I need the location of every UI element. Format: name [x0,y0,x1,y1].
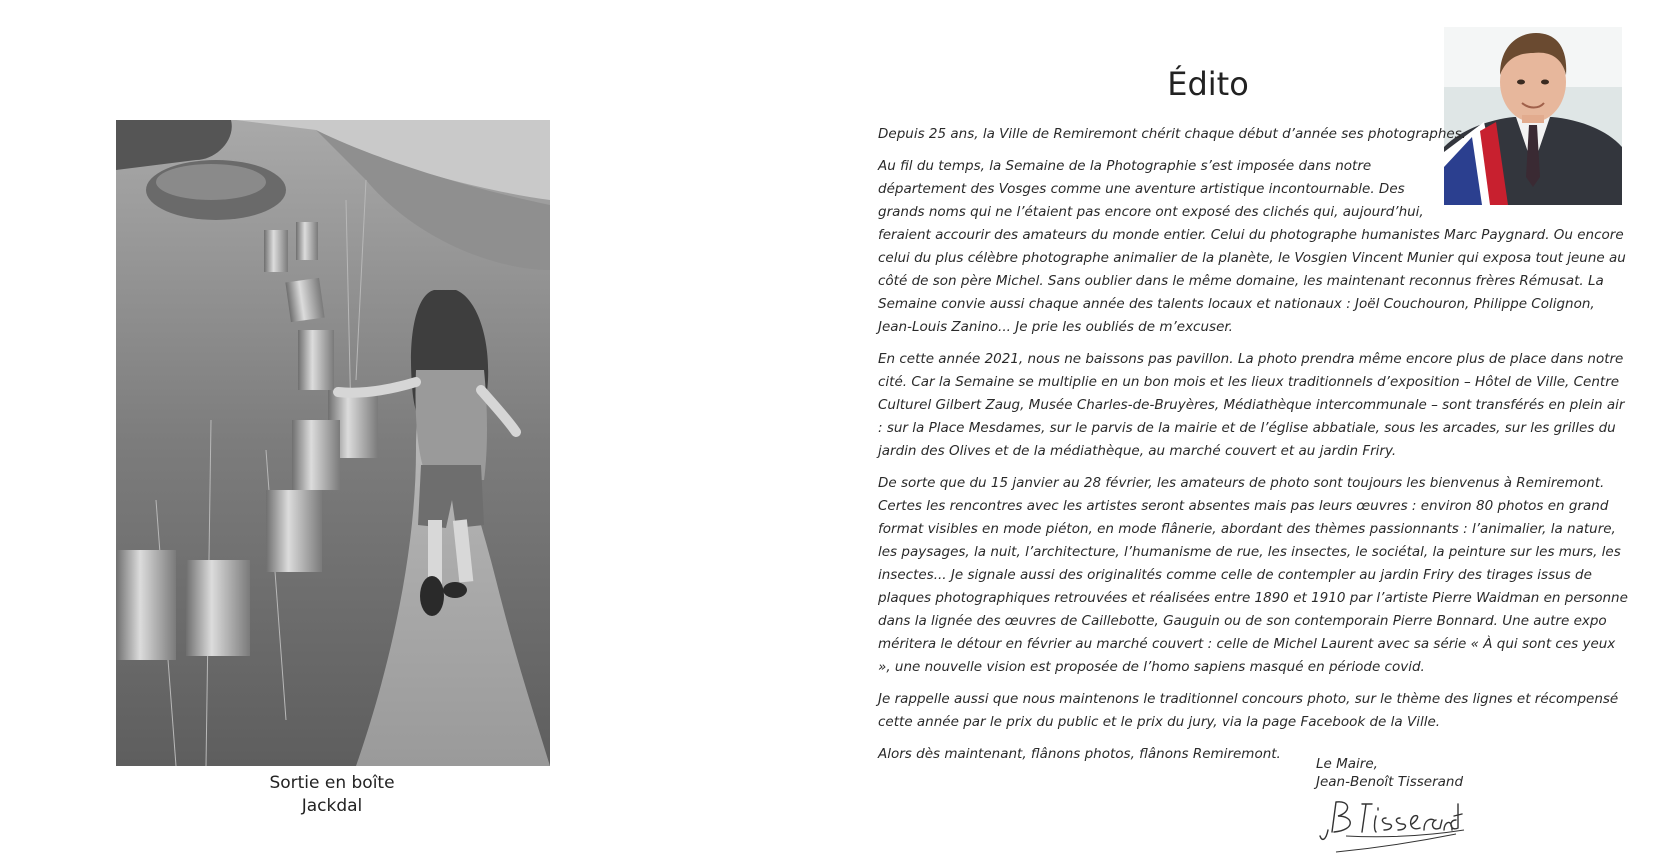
right-page [838,0,1676,868]
photo-illustration [116,120,550,766]
caption-author: Jackdal [301,796,363,816]
photo-girl-with-tin-lanterns [116,120,550,766]
portrait-spacer [1444,155,1630,217]
paragraph-5: Je rappelle aussi que nous maintenons le traditionnel concours photo, sur le thème des lignes et récompensé cette année par le prix du public et le prix du jury, via la page Facebook de la Ville. [878,691,1619,730]
signature-role: Le Maire, [1316,756,1378,772]
edito-text [878,123,1630,775]
caption-title: Sortie en boîte [269,773,395,793]
paragraph-3: En cette année 2021, nous ne baissons pas pavillon. La photo prendra même encore plus de place dans notre cité. Car la Semaine se multiplie en un bon mois et les lieux traditionnels d’exposition – Hôtel de Ville, Centre Culturel Gilbert Zaug, Musée Charles-de-Bruyères, Médiathèque intercommunale – sont transférés en plein air : sur la Place Mesdames, sur le parvis de la mairie et de l’église abbatiale, sous les arcades, sur les grilles du jardin des Olives et de la médiathèque, au marché couvert et au jardin Friry. [878,351,1625,459]
paragraph-4: De sorte que du 15 janvier au 28 février, les amateurs de photo sont toujours les bienvenus à Remiremont. Certes les rencontres avec les artistes seront absentes mais pas leurs œuvres : environ 80 photos en grand format visibles en mode piéton, en mode flânerie, abordant des thèmes passionnants : l’animalier, la nature, les paysages, la nuit, l’architecture, l’humanisme de rue, les insectes, le sociétal, la peinture sur les murs, les insectes... Je signale aussi des originalités comme celle de contempler au jardin Friry des tirages issus de plaques photographiques retrouvées et réalisées entre 1890 et 1910 par l’artiste Pierre Waidman en personne dans la lignée des œuvres de Caillebotte, Gauguin ou de son contemporain Pierre Bonnard. Une autre expo méritera le détour en février au marché couvert : celle de Michel Laurent avec sa série « À qui sont ces yeux », une nouvelle vision est proposée de l’homo sapiens masqué en période covid. [878,475,1628,675]
paragraph-6: Alors dès maintenant, flânons photos, flânons Remiremont. [878,746,1281,762]
paragraph-1: Depuis 25 ans, la Ville de Remiremont chérit chaque début d’année ses photographes. [878,126,1467,142]
paragraph-2: Au fil du temps, la Semaine de la Photographie s’est imposée dans notre département des Vosges comme une aventure artistique incontournable. Des grands noms qui ne l’étaient pas encore ont exposé des clichés qui, aujourd’hui, feraient accourir des amateurs du monde entier. Celui du photographe humanistes Marc Paygnard. Ou encore celui du plus célèbre photographe animalier de la planète, le Vosgien Vincent Munier qui exposa tout jeune au côté de son père Michel. Sans oublier dans le même domaine, les maintenant reconnus frères Rémusat. La Semaine convie aussi chaque année des talents locaux et nationaux : Joël Couchouron, Philippe Colignon, Jean-Louis Zanino... Je prie les oubliés de m’excuser. [878,158,1626,335]
handwritten-signature [1316,790,1466,856]
signature-name: Jean-Benoît Tisserand [1316,774,1464,790]
page-title: Édito [1167,65,1249,103]
signature-block [1316,755,1556,791]
photo-caption [182,772,482,818]
